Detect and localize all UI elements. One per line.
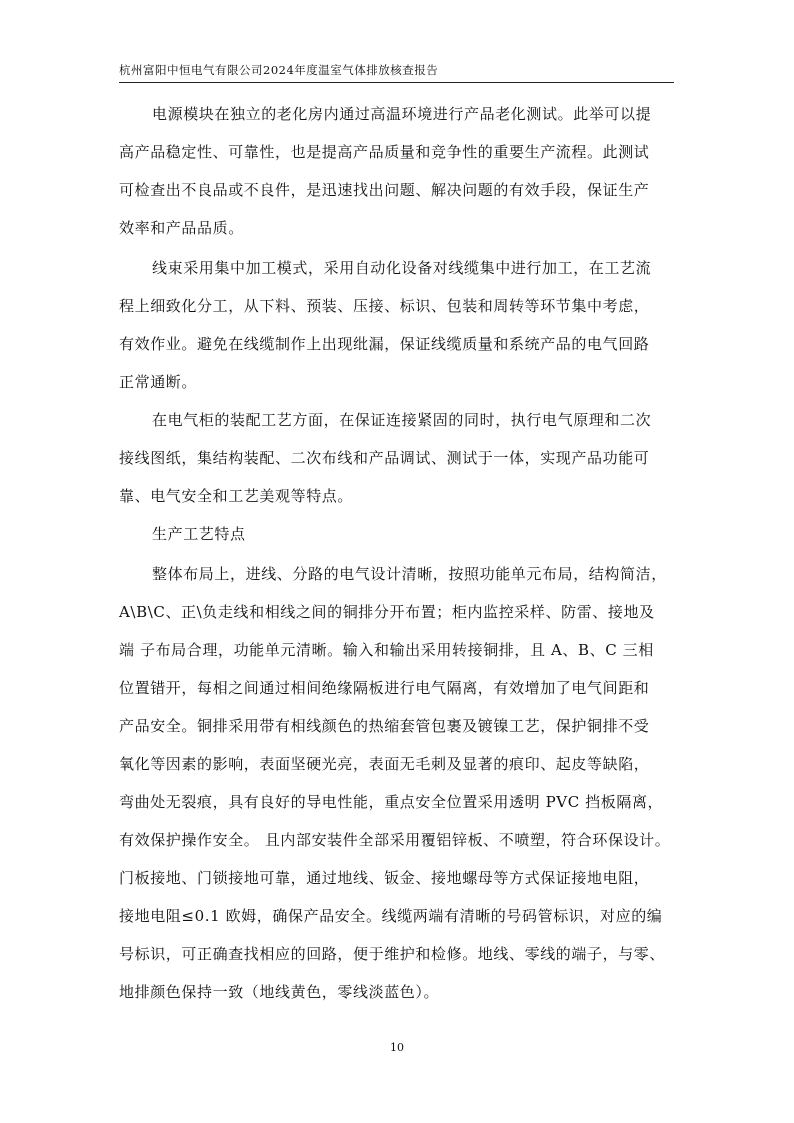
page-header: 杭州富阳中恒电气有限公司2024年度温室气体排放核查报告 — [119, 63, 439, 77]
paragraph-line: 地排颜色保持一致（地线黄色，零线淡蓝色）。 — [119, 983, 440, 1001]
paragraph-line: 效率和产品品质。 — [119, 219, 244, 237]
paragraph-line: 程上细致化分工，从下料、预装、压接、标识、包装和周转等环节集中考虑， — [119, 297, 650, 315]
paragraph-line: 高产品稳定性、可靠性，也是提高产品质量和竞争性的重要生产流程。此测试 — [119, 143, 650, 161]
paragraph-line: 可检查出不良品或不良件，是迅速找出问题、解决问题的有效手段，保证生产 — [119, 181, 650, 199]
paragraph-line: 端 子布局合理，功能单元清晰。输入和输出采用转接铜排，且 A、B、C 三相 — [119, 641, 654, 659]
page-number: 10 — [390, 1041, 404, 1054]
paragraph-line: 位置错开，每相之间通过相间绝缘隔板进行电气隔离，有效增加了电气间距和 — [119, 679, 650, 697]
section-heading: 生产工艺特点 — [152, 525, 246, 543]
paragraph-line: 正常通断。 — [119, 373, 198, 391]
paragraph-line: 整体布局上，进线、分路的电气设计清晰，按照功能单元布局，结构简洁， — [152, 565, 667, 583]
paragraph-line: 线束采用集中加工模式，采用自动化设备对线缆集中进行加工，在工艺流 — [152, 259, 652, 277]
paragraph-line: 有效保护操作安全。 且内部安装件全部采用覆铝锌板、不喷塑，符合环保设计。 — [119, 831, 671, 849]
paragraph-line: 接地电阻≤0.1 欧姆，确保产品安全。线缆两端有清晰的号码管标识，对应的编 — [119, 907, 663, 925]
paragraph-line: 号标识，可正确查找相应的回路，便于维护和检修。地线、零线的端子，与零、 — [119, 945, 666, 963]
paragraph-line: 靠、电气安全和工艺美观等特点。 — [119, 487, 354, 505]
paragraph-line: 有效作业。避免在线缆制作上出现纰漏，保证线缆质量和系统产品的电气回路 — [119, 335, 650, 353]
header-divider — [119, 82, 674, 83]
paragraph-line: A\B\C、正\负走线和相线之间的铜排分开布置；柜内监控采样、防雷、接地及 — [119, 603, 655, 621]
paragraph-line: 电源模块在独立的老化房内通过高温环境进行产品老化测试。此举可以提 — [152, 105, 652, 123]
paragraph-line: 氧化等因素的影响，表面坚硬光亮，表面无毛刺及显著的痕印、起皮等缺陷， — [119, 755, 650, 773]
paragraph-line: 产品安全。铜排采用带有相线颜色的热缩套管包裹及镀镍工艺，保护铜排不受 — [119, 717, 650, 735]
paragraph-line: 在电气柜的装配工艺方面，在保证连接紧固的同时，执行电气原理和二次 — [152, 411, 652, 429]
paragraph-line: 门板接地、门锁接地可靠，通过地线、钣金、接地螺母等方式保证接地电阻， — [119, 869, 650, 887]
paragraph-line: 接线图纸，集结构装配、二次布线和产品调试、测试于一体，实现产品功能可 — [119, 449, 650, 467]
paragraph-line: 弯曲处无裂痕，具有良好的导电性能，重点安全位置采用透明 PVC 挡板隔离， — [119, 793, 664, 811]
